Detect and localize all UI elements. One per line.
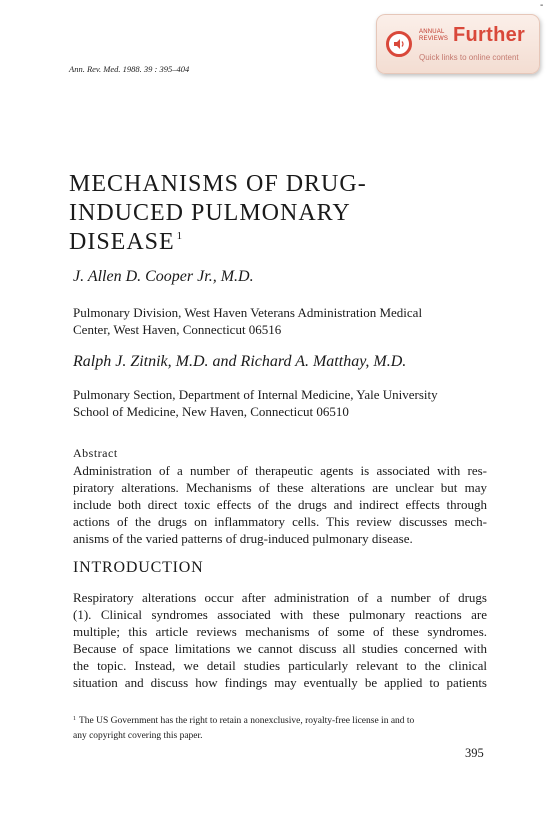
abstract-line: piratory alterations. Mechanisms of these alterations are unclear but may (73, 480, 487, 495)
body-line: Because of space limitations we cannot discuss all studies concerned with (73, 641, 487, 656)
abstract-line: include both direct toxic effects of the drugs and indirect effects through (73, 497, 487, 512)
affiliation-line: Center, West Haven, Connecticut 06516 (73, 322, 282, 337)
body-line: Respiratory alterations occur after administration of a number of drugs (73, 590, 487, 605)
journal-citation: Ann. Rev. Med. 1988. 39 : 395–404 (69, 64, 190, 74)
introduction-text (73, 589, 487, 691)
body-line: situation and discuss how findings may eventually be applied to patients (73, 675, 487, 690)
badge-annual-label: ANNUAL (419, 29, 445, 35)
footnote-mark: 1 (73, 716, 76, 722)
abstract-text (73, 462, 487, 547)
author-affiliation (73, 386, 493, 420)
title-line: MECHANISMS OF DRUG- (69, 171, 367, 197)
abstract-line: anisms of the varied patterns of drug-induced pulmonary disease. (73, 531, 413, 546)
footnote (73, 714, 487, 743)
abstract-heading (73, 446, 118, 461)
affiliation-line: School of Medicine, New Haven, Connecticut 06510 (73, 404, 349, 419)
audio-speaker-icon (386, 31, 412, 57)
footnote-line: any copyright covering this paper. (73, 731, 203, 741)
footnote-line (73, 714, 487, 729)
affiliation-line: Pulmonary Division, West Haven Veterans Administration Medical (73, 305, 423, 320)
article-title (69, 170, 429, 261)
badge-reviews-label: REVIEWS (419, 36, 449, 42)
abstract-line: actions of the drugs on inflammatory cells. This review discusses mech- (73, 514, 487, 529)
affiliation-line: Pulmonary Section, Department of Internal Medicine, Yale University (73, 387, 438, 402)
top-edge-mark: - (540, 0, 544, 11)
title-line: INDUCED PULMONARY (69, 200, 351, 226)
annual-reviews-further-badge[interactable] (376, 14, 540, 74)
introduction-heading: INTRODUCTION (73, 559, 204, 576)
body-line: the topic. Instead, we detail studies particularly relevant to the clinical (73, 658, 487, 673)
author-name: Ralph J. Zitnik, M.D. and Richard A. Matthay, M.D. (73, 353, 407, 370)
footnote-line-text: The US Government has the right to retain a nonexclusive, royalty-free license in and to (79, 716, 415, 726)
title-footnote-mark: 1 (176, 230, 184, 242)
author-name: J. Allen D. Cooper Jr., M.D. (73, 268, 254, 285)
title-line-text: DISEASE (69, 229, 175, 255)
author-affiliation (73, 304, 493, 338)
abstract-heading-text: Abstract (73, 446, 118, 460)
abstract-line: Administration of a number of therapeutic agents is associated with res- (73, 463, 487, 478)
title-line (69, 228, 429, 261)
body-line: multiple; this article reviews mechanisms of some of these syndromes. (73, 624, 487, 639)
body-line: (1). Clinical syndromes associated with these pulmonary reactions are (73, 607, 487, 622)
badge-further-label: Further (453, 24, 526, 46)
badge-quick-links-text: Quick links to online content (419, 53, 519, 62)
page-number: 395 (465, 746, 484, 760)
